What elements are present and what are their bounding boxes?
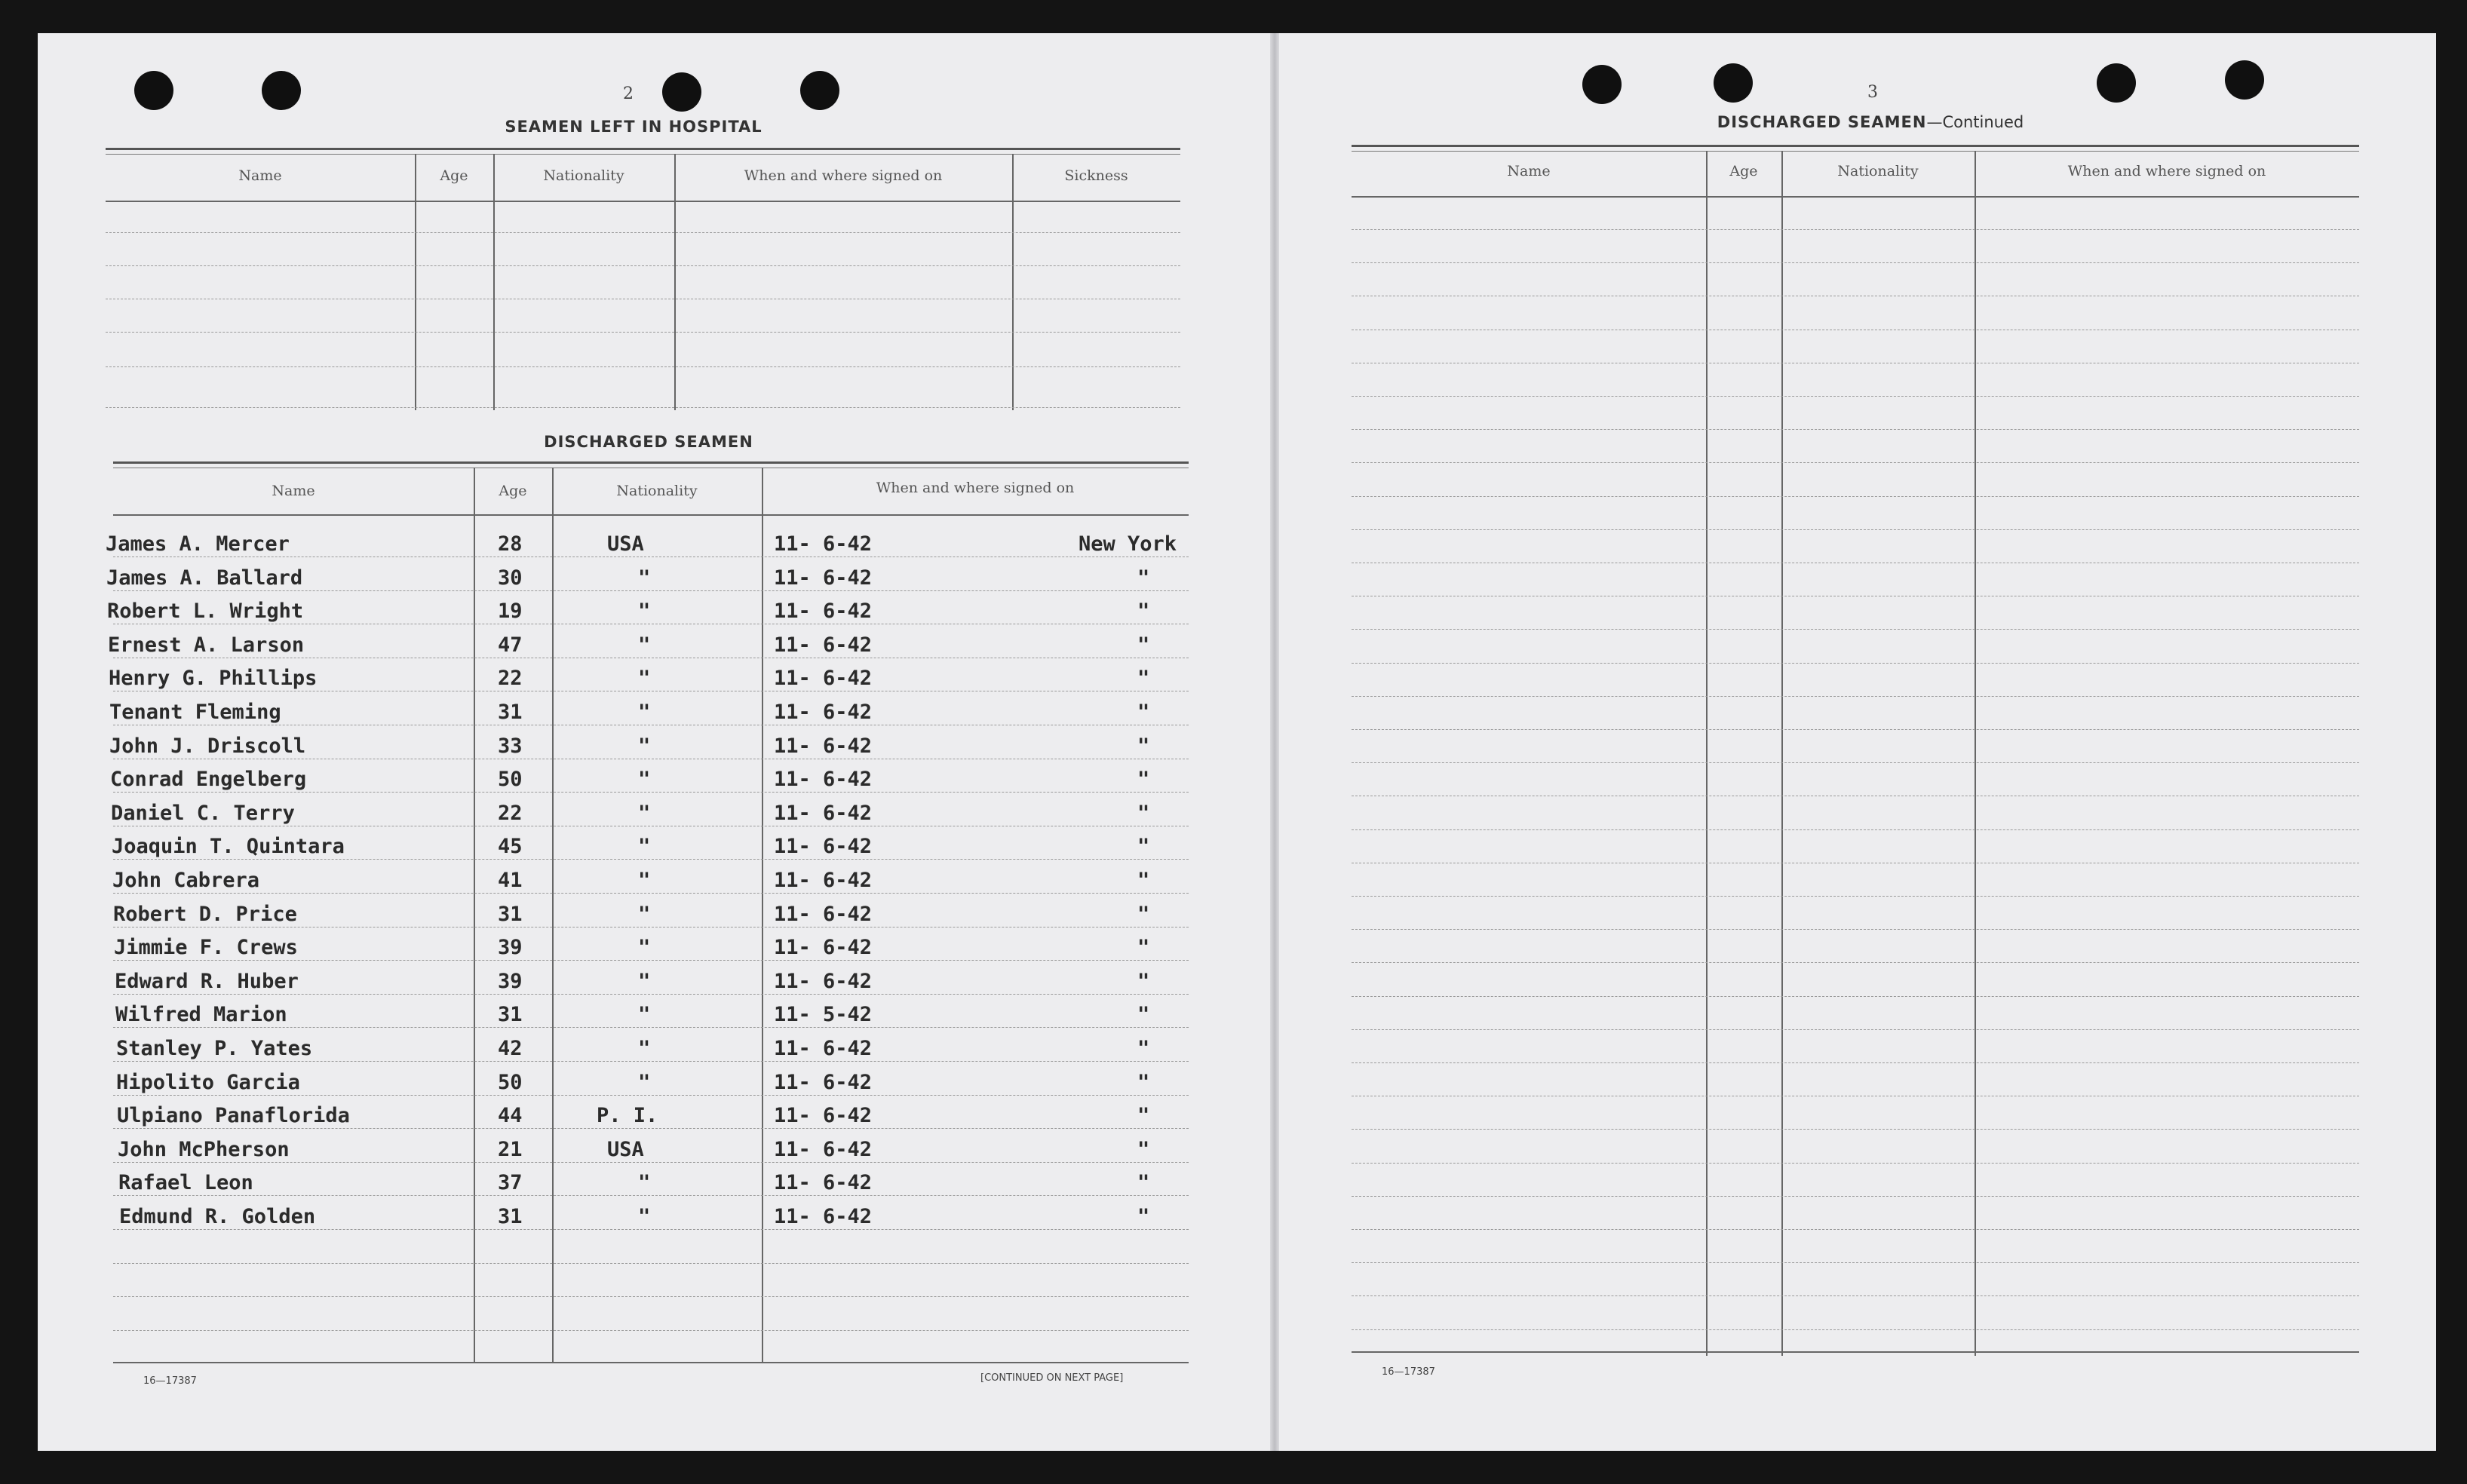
row-place: " [1137, 734, 1150, 758]
row-nationality: " [638, 936, 651, 959]
row-name: Hipolito Garcia [116, 1071, 300, 1094]
row-rule [113, 1296, 1189, 1297]
row-nationality: " [638, 869, 651, 892]
row-place: " [1137, 667, 1150, 690]
row-place: " [1137, 1171, 1150, 1194]
col-header-name: Name [238, 167, 282, 184]
row-date: 11- 6-42 [774, 835, 873, 858]
row-age: 31 [498, 1003, 523, 1026]
row-age: 41 [498, 869, 523, 892]
row-name: Stanley P. Yates [116, 1037, 313, 1060]
row-age: 42 [498, 1037, 523, 1060]
col-header-nationality: Nationality [1837, 163, 1919, 179]
row-date: 11- 5-42 [774, 1003, 873, 1026]
row-date: 11- 6-42 [774, 802, 873, 825]
row-nationality: " [638, 667, 651, 690]
row-name: Robert D. Price [113, 903, 297, 926]
continued-note: [CONTINUED ON NEXT PAGE] [980, 1372, 1124, 1384]
punch-hole [2225, 60, 2264, 100]
page-number: 2 [623, 84, 634, 103]
row-rule [1352, 1129, 2359, 1130]
row-date: 11- 6-42 [774, 734, 873, 758]
punch-hole [662, 72, 701, 112]
row-rule [113, 927, 1189, 928]
col-header-signed-on: When and where signed on [744, 167, 943, 184]
row-rule [113, 1229, 1189, 1230]
row-name: Ernest A. Larson [108, 633, 305, 657]
row-rule [1352, 496, 2359, 497]
row-place: " [1137, 869, 1150, 892]
row-age: 45 [498, 835, 523, 858]
row-rule [1352, 729, 2359, 730]
row-date: 11- 6-42 [774, 1037, 873, 1060]
row-rule [1352, 462, 2359, 463]
row-name: John J. Driscoll [109, 734, 306, 758]
row-place: " [1137, 936, 1150, 959]
row-rule [113, 994, 1189, 995]
row-nationality: " [638, 1003, 651, 1026]
col-header-age: Age [440, 167, 468, 184]
row-rule [1352, 262, 2359, 263]
row-nationality: " [638, 1171, 651, 1194]
row-age: 39 [498, 970, 523, 993]
row-name: Edward R. Huber [115, 970, 299, 993]
row-name: Joaquin T. Quintara [112, 835, 345, 858]
row-date: 11- 6-42 [774, 903, 873, 926]
row-name: James A. Mercer [106, 532, 290, 556]
col-header-name: Name [1507, 163, 1551, 179]
row-name: Conrad Engelberg [110, 768, 307, 791]
row-place: " [1137, 802, 1150, 825]
col-header-signed-on: When and where signed on [876, 480, 1075, 496]
row-nationality: P. I. [597, 1104, 658, 1127]
right-title-main: DISCHARGED SEAMEN [1717, 113, 1927, 131]
row-age: 44 [498, 1104, 523, 1127]
col-header-sickness: Sickness [1064, 167, 1128, 184]
row-rule [113, 590, 1189, 591]
row-place: New York [1079, 532, 1177, 556]
row-rule [1352, 829, 2359, 830]
row-nationality: " [638, 566, 651, 590]
row-name: Jimmie F. Crews [114, 936, 298, 959]
row-rule [113, 1195, 1189, 1196]
row-date: 11- 6-42 [774, 701, 873, 724]
row-name: Edmund R. Golden [119, 1205, 316, 1228]
row-rule [1352, 396, 2359, 397]
row-date: 11- 6-42 [774, 566, 873, 590]
punch-hole [134, 71, 173, 110]
punch-hole [262, 71, 301, 110]
row-date: 11- 6-42 [774, 599, 873, 623]
row-rule [1352, 1196, 2359, 1197]
row-rule [1352, 1029, 2359, 1030]
row-nationality: " [638, 835, 651, 858]
row-rule [113, 1027, 1189, 1028]
hospital-section-title: SEAMEN LEFT IN HOSPITAL [505, 118, 762, 136]
row-rule [1352, 629, 2359, 630]
row-place: " [1137, 1205, 1150, 1228]
row-place: " [1137, 835, 1150, 858]
row-rule [1352, 696, 2359, 697]
row-date: 11- 6-42 [774, 667, 873, 690]
row-nationality: " [638, 633, 651, 657]
row-name: Robert L. Wright [107, 599, 304, 623]
col-header-nationality: Nationality [616, 483, 698, 499]
row-rule [113, 1061, 1189, 1062]
row-rule [113, 859, 1189, 860]
row-age: 50 [498, 1071, 523, 1094]
row-nationality: " [638, 768, 651, 791]
row-age: 30 [498, 566, 523, 590]
discharged-section-title: DISCHARGED SEAMEN [544, 433, 753, 451]
page-number: 3 [1867, 83, 1878, 102]
row-place: " [1137, 768, 1150, 791]
row-nationality: " [638, 1071, 651, 1094]
form-number: 16—17387 [143, 1375, 197, 1387]
row-rule [1352, 762, 2359, 763]
row-rule [113, 556, 1189, 557]
row-name: John Cabrera [112, 869, 260, 892]
row-place: " [1137, 1003, 1150, 1026]
row-age: 31 [498, 903, 523, 926]
row-rule [1352, 896, 2359, 897]
row-rule [1352, 1295, 2359, 1296]
row-age: 47 [498, 633, 523, 657]
right-title-continued: —Continued [1926, 113, 2024, 131]
row-nationality: " [638, 734, 651, 758]
row-rule [113, 1095, 1189, 1096]
row-rule [1352, 229, 2359, 230]
row-place: " [1137, 1138, 1150, 1161]
row-rule [1352, 529, 2359, 530]
row-age: 37 [498, 1171, 523, 1194]
row-name: Rafael Leon [118, 1171, 253, 1194]
row-rule [113, 792, 1189, 793]
punch-hole [800, 71, 839, 110]
row-age: 33 [498, 734, 523, 758]
row-rule [1352, 1062, 2359, 1063]
row-rule [113, 1330, 1189, 1331]
row-rule [1352, 1329, 2359, 1330]
row-date: 11- 6-42 [774, 1171, 873, 1194]
row-name: Ulpiano Panaflorida [117, 1104, 350, 1127]
row-rule [1352, 429, 2359, 430]
row-nationality: " [638, 1205, 651, 1228]
col-header-age: Age [499, 483, 527, 499]
col-header-age: Age [1729, 163, 1758, 179]
row-age: 22 [498, 802, 523, 825]
row-place: " [1137, 701, 1150, 724]
row-nationality: " [638, 701, 651, 724]
row-date: 11- 6-42 [774, 936, 873, 959]
row-rule [1352, 929, 2359, 930]
row-nationality: USA [607, 1138, 644, 1161]
row-name: Tenant Fleming [109, 701, 281, 724]
row-date: 11- 6-42 [774, 1205, 873, 1228]
row-age: 31 [498, 1205, 523, 1228]
row-name: Wilfred Marion [115, 1003, 287, 1026]
row-place: " [1137, 970, 1150, 993]
row-date: 11- 6-42 [774, 1138, 873, 1161]
row-rule [113, 960, 1189, 961]
row-rule [113, 1162, 1189, 1163]
row-name: Daniel C. Terry [111, 802, 295, 825]
row-age: 22 [498, 667, 523, 690]
row-place: " [1137, 1104, 1150, 1127]
row-age: 39 [498, 936, 523, 959]
row-date: 11- 6-42 [774, 970, 873, 993]
row-nationality: " [638, 903, 651, 926]
row-rule [113, 1263, 1189, 1264]
col-header-nationality: Nationality [543, 167, 624, 184]
row-place: " [1137, 1071, 1150, 1094]
row-date: 11- 6-42 [774, 633, 873, 657]
row-age: 21 [498, 1138, 523, 1161]
row-nationality: " [638, 599, 651, 623]
col-header-name: Name [272, 483, 315, 499]
row-nationality: " [638, 970, 651, 993]
right-section-title [1659, 113, 2082, 131]
row-age: 28 [498, 532, 523, 556]
row-name: John McPherson [118, 1138, 290, 1161]
row-rule [1352, 1163, 2359, 1164]
hospital-table [106, 148, 1180, 412]
row-nationality: " [638, 802, 651, 825]
row-nationality: " [638, 1037, 651, 1060]
row-date: 11- 6-42 [774, 532, 873, 556]
row-age: 19 [498, 599, 523, 623]
row-age: 31 [498, 701, 523, 724]
punch-hole [1582, 65, 1622, 104]
row-rule [113, 893, 1189, 894]
row-nationality: USA [607, 532, 644, 556]
col-header-signed-on: When and where signed on [2067, 163, 2266, 179]
row-place: " [1137, 566, 1150, 590]
row-rule [1352, 1229, 2359, 1230]
row-name: Henry G. Phillips [109, 667, 318, 690]
row-rule [1352, 962, 2359, 963]
right-discharged-table [1352, 145, 2359, 1356]
row-rule [1352, 996, 2359, 997]
row-date: 11- 6-42 [774, 1071, 873, 1094]
row-place: " [1137, 903, 1150, 926]
form-number: 16—17387 [1382, 1366, 1435, 1378]
row-date: 11- 6-42 [774, 1104, 873, 1127]
row-place: " [1137, 1037, 1150, 1060]
row-date: 11- 6-42 [774, 869, 873, 892]
page-spine [1270, 33, 1279, 1451]
row-rule [1352, 663, 2359, 664]
row-place: " [1137, 633, 1150, 657]
row-age: 50 [498, 768, 523, 791]
row-rule [113, 1128, 1189, 1129]
row-date: 11- 6-42 [774, 768, 873, 791]
row-name: James A. Ballard [106, 566, 303, 590]
punch-hole [2097, 63, 2136, 103]
row-rule [1352, 1262, 2359, 1263]
punch-hole [1714, 63, 1753, 103]
row-place: " [1137, 599, 1150, 623]
